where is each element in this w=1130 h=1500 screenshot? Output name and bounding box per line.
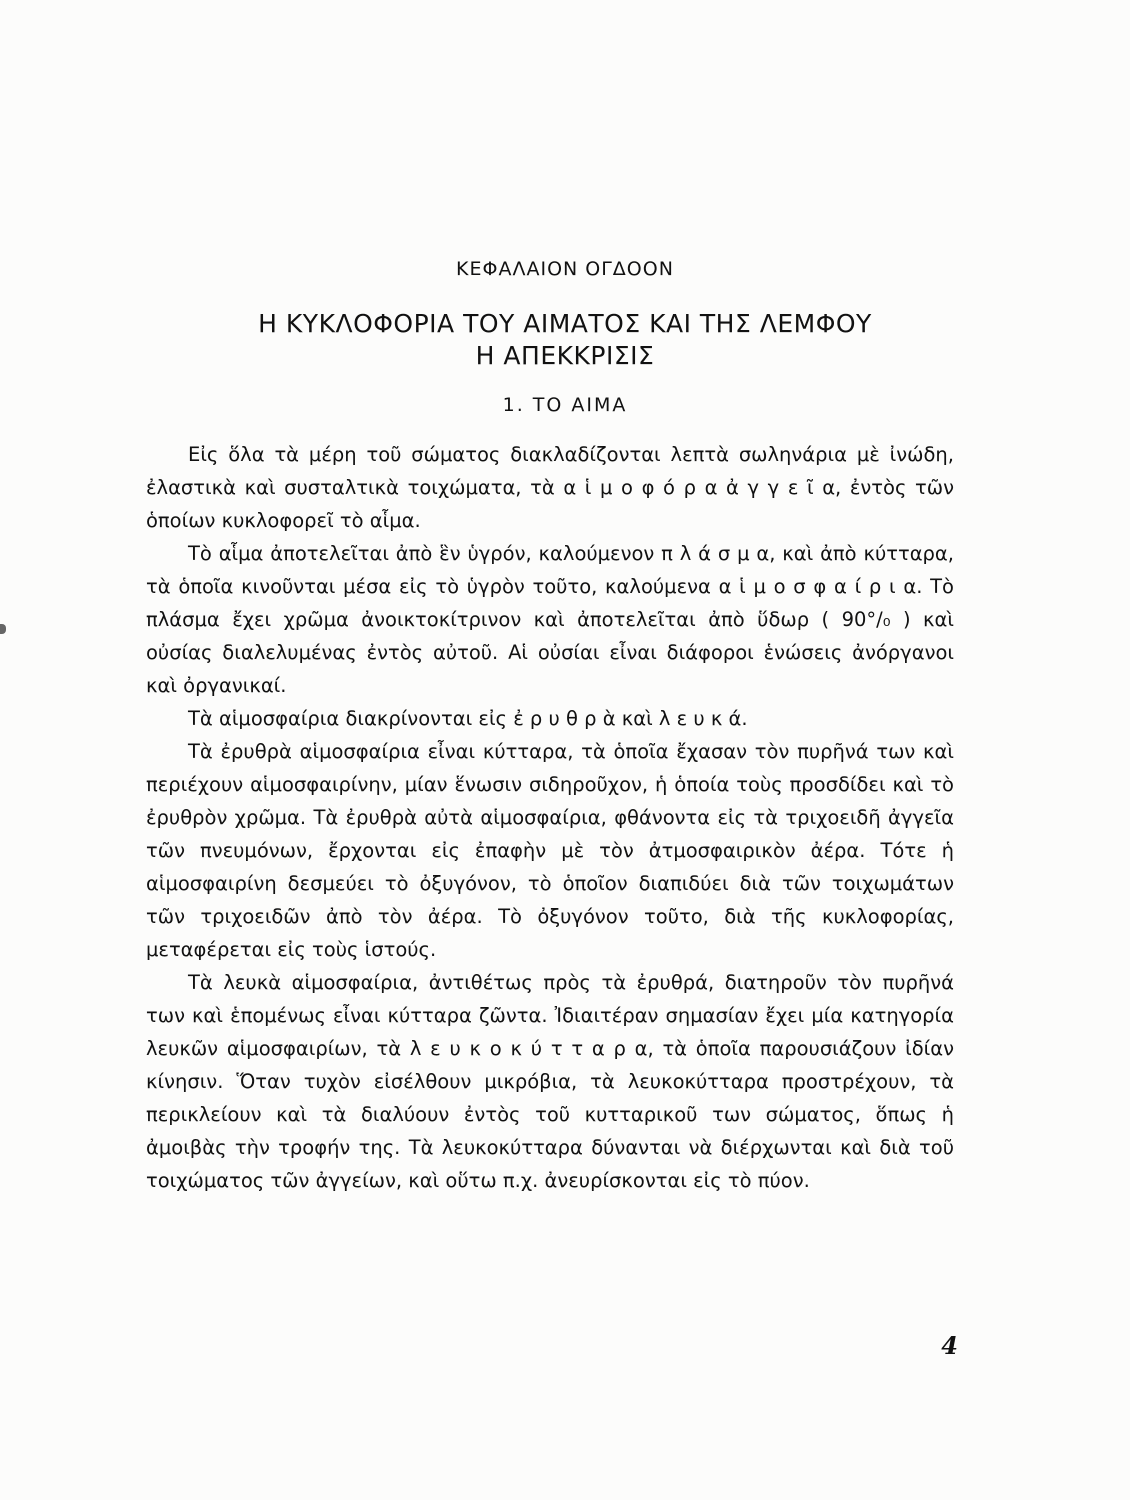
page-number: 4 <box>941 1331 958 1360</box>
section-heading: 1. ΤΟ ΑΙΜΑ <box>502 394 628 416</box>
paragraph: Τὰ λευκὰ αἱμοσφαίρια, ἀντιθέτως πρὸς τὰ ἐρυθρά, διατηροῦν τὸν πυρῆνά των καὶ ἑπομένως εἶναι κύτταρα ζῶντα. Ἰδιαιτέραν σημασίαν ἔχει μία κατηγορία λευκῶν αἱμοσφαιρίων, τὰ λ ε υ κ ο κ ύ τ τ α ρ α, τὰ ὁποῖα παρουσιάζουν ἰδίαν κίνησιν. Ὅταν τυχὸν εἰσέλθουν μικρόβια, τὰ λευκοκύτταρα προστρέχουν, τὰ περικλείουν καὶ τὰ διαλύουν ἐντὸς τοῦ κυτταρικοῦ των σώματος, ὅπως ἡ ἀμοιβὰς τὴν τροφήν της. Τὰ λευκοκύτταρα δύνανται νὰ διέρχωνται καὶ διὰ τοῦ τοιχώματος τῶν ἀγγείων, καὶ οὕτω π.χ. ἀνευρίσκονται εἰς τὸ πύον. <box>146 971 954 1192</box>
paragraph: Τὰ αἱμοσφαίρια διακρίνονται εἰς ἐ ρ υ θ ρ ὰ καὶ λ ε υ κ ά. <box>188 707 748 730</box>
margin-mark <box>0 624 6 634</box>
chapter-title <box>0 308 1130 372</box>
paragraph: Εἰς ὅλα τὰ μέρη τοῦ σώματος διακλαδίζονται λεπτὰ σωληνάρια μὲ ἰνώδη, ἐλαστικὰ καὶ συσταλτικὰ τοιχώματα, τὰ α ἱ μ ο φ ό ρ α ἀ γ γ ε ῖ α, ἐντὸς τῶν ὁποίων κυκλοφορεῖ τὸ αἷμα. <box>146 443 954 532</box>
body-text <box>146 438 954 1197</box>
chapter-title-line-1: Η ΚΥΚΛΟΦΟΡΙΑ ΤΟΥ ΑΙΜΑΤΟΣ ΚΑΙ ΤΗΣ ΛΕΜΦΟΥ <box>258 309 872 338</box>
chapter-label: ΚΕΦΑΛΑΙΟΝ ΟΓΔΟΟΝ <box>456 258 674 280</box>
paragraph: Τὸ αἷμα ἀποτελεῖται ἀπὸ ἓν ὑγρόν, καλούμενον π λ ά σ μ α, καὶ ἀπὸ κύτταρα, τὰ ὁποῖα κινοῦνται μέσα εἰς τὸ ὑγρὸν τοῦτο, καλούμενα α ἱ μ ο σ φ α ί ρ ι α. Τὸ πλάσμα ἔχει χρῶμα ἀνοικτοκίτρινον καὶ ἀποτελεῖται ἀπὸ ὕδωρ ( 90°/₀ ) καὶ οὐσίας διαλελυμένας ἐντὸς αὐτοῦ. Αἱ οὐσίαι εἶναι διάφοροι ἑνώσεις ἀνόργανοι καὶ ὀργανικαί. <box>146 542 954 697</box>
chapter-title-line-2: Η ΑΠΕΚΚΡΙΣΙΣ <box>475 341 655 370</box>
paragraph: Τὰ ἐρυθρὰ αἱμοσφαίρια εἶναι κύτταρα, τὰ ὁποῖα ἔχασαν τὸν πυρῆνά των καὶ περιέχουν αἱμοσφαιρίνην, μίαν ἕνωσιν σιδηροῦχον, ἡ ὁποία τοὺς προσδίδει καὶ τὸ ἐρυθρὸν χρῶμα. Τὰ ἐρυθρὰ αὐτὰ αἱμοσφαίρια, φθάνοντα εἰς τὰ τριχοειδῆ ἀγγεῖα τῶν πνευμόνων, ἔρχονται εἰς ἐπαφὴν μὲ τὸν ἀτμοσφαιρικὸν ἀέρα. Τότε ἡ αἱμοσφαιρίνη δεσμεύει τὸ ὀξυγόνον, τὸ ὁποῖον διαπιδύει διὰ τῶν τοιχωμάτων τῶν τριχοειδῶν ἀπὸ τὸν ἀέρα. Τὸ ὀξυγόνον τοῦτο, διὰ τῆς κυκλοφορίας, μεταφέρεται εἰς τοὺς ἱστούς. <box>146 740 954 961</box>
